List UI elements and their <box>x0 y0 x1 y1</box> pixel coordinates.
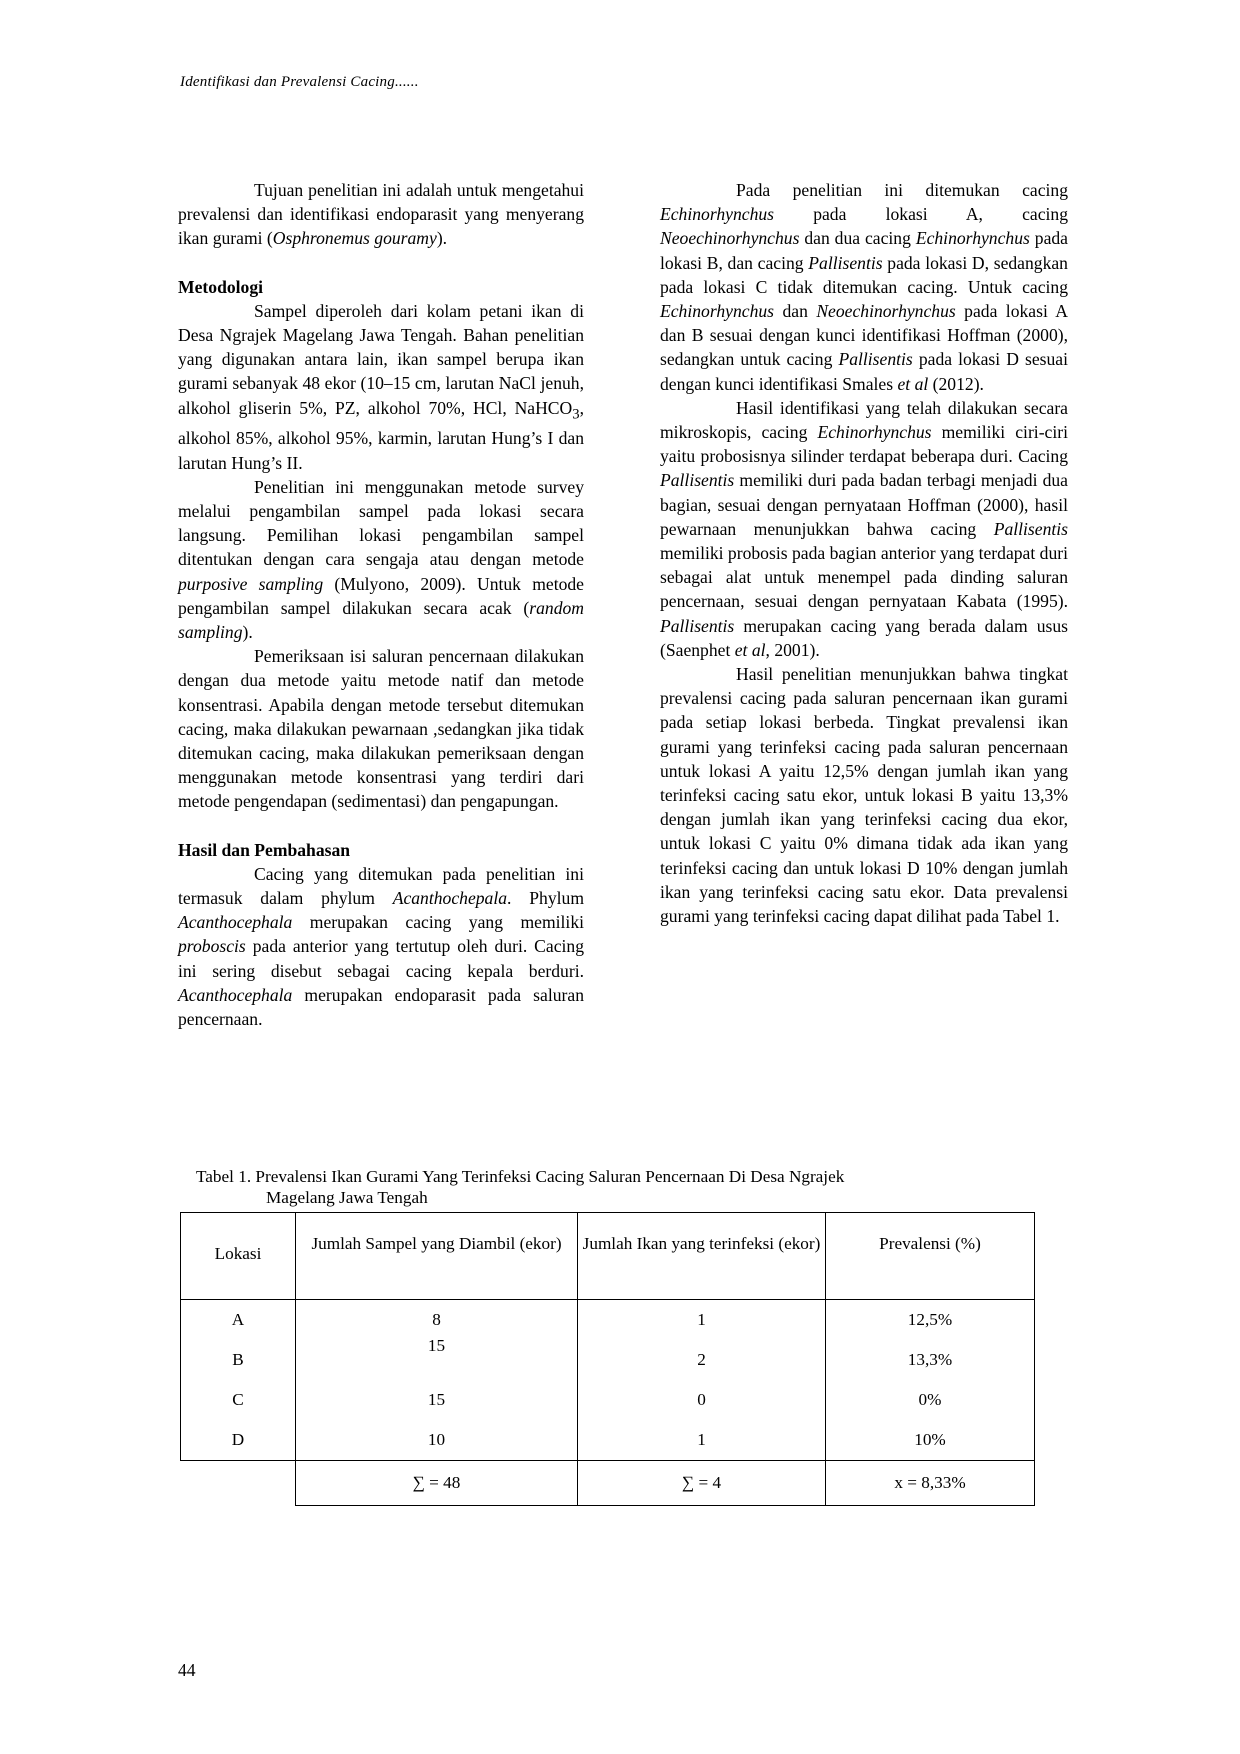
table-cell: B <box>181 1340 296 1380</box>
table-cell: 10% <box>826 1420 1035 1461</box>
table-caption-line-2: Magelang Jawa Tengah <box>266 1188 428 1207</box>
methods-paragraph-2: Penelitian ini menggunakan metode survey melalui pengambilan sampel pada lokasi secara langsung. Pemilihan lokasi pengambilan sampel ditentukan dengan cara sengaja atau dengan metode purposive sampling (Mulyono, 2009). Untuk metode pengambilan sampel dilakukan secara acak (random sampling). <box>178 476 584 642</box>
table-cell: 10 <box>296 1420 578 1461</box>
table-header-cell: Prevalensi (%) <box>826 1213 1035 1300</box>
methods-paragraph-1: Sampel diperoleh dari kolam petani ikan di Desa Ngrajek Magelang Jawa Tengah. Bahan penelitian yang digunakan antara lain, ikan sampel berupa ikan gurami sebanyak 48 ekor (10–15 cm, larutan NaCl jenuh, alkohol gliserin 5%, PZ, alkohol 70%, HCl, NaHCO$_3$, alkohol 85%, alkohol 95%, karmin, larutan Hung’s I dan larutan Hung’s II. <box>178 300 584 473</box>
left-column <box>178 178 584 1031</box>
table-caption-line-1: Tabel 1. Prevalensi Ikan Gurami Yang Terinfeksi Cacing Saluran Pencernaan Di Desa Ngrajek <box>196 1167 845 1186</box>
table-blank-cell <box>181 1461 296 1506</box>
table-cell: 12,5% <box>826 1300 1035 1341</box>
table-cell: 2 <box>578 1340 826 1380</box>
table-row <box>181 1420 1035 1461</box>
table-cell: 0% <box>826 1380 1035 1420</box>
results-paragraph-1: Cacing yang ditemukan pada penelitian ini termasuk dalam phylum Acanthochepala. Phylum Acanthocephala merupakan cacing yang memiliki proboscis pada anterior yang tertutup oleh duri. Cacing ini sering disebut sebagai cacing kepala berduri. Acanthocephala merupakan endoparasit pada saluran pencernaan. <box>178 863 584 1030</box>
table-row <box>181 1340 1035 1380</box>
table-cell: 8 <box>296 1300 578 1341</box>
metodologi-heading: Metodologi <box>178 276 264 297</box>
table-total-cell: ∑ = 4 <box>578 1461 826 1506</box>
running-header: Identifikasi dan Prevalensi Cacing...... <box>180 74 419 90</box>
right-column <box>660 178 1068 928</box>
page-number: 44 <box>178 1660 196 1680</box>
table-cell: 0 <box>578 1380 826 1420</box>
table-header-cell: Jumlah Sampel yang Diambil (ekor) <box>296 1213 578 1300</box>
results-paragraph-4: Hasil penelitian menunjukkan bahwa tingkat prevalensi cacing pada saluran pencernaan ikan gurami pada setiap lokasi berbeda. Tingkat prevalensi ikan gurami yang terinfeksi cacing pada saluran pencernaan untuk lokasi A yaitu 12,5% dengan jumlah ikan yang terinfeksi cacing satu ekor, untuk lokasi B yaitu 13,3% dengan jumlah ikan yang terinfeksi cacing dua ekor, untuk lokasi C yaitu 0% dimana tidak ada ikan yang terinfeksi cacing dan untuk lokasi D 10% dengan jumlah ikan yang terinfeksi cacing satu ekor. Data prevalensi gurami yang terinfeksi cacing dapat dilihat pada Tabel 1. <box>660 664 1068 927</box>
table-total-cell: ∑ = 48 <box>296 1461 578 1506</box>
table-header-cell: Jumlah Ikan yang terinfeksi (ekor) <box>578 1213 826 1300</box>
hasil-heading: Hasil dan Pembahasan <box>178 839 351 860</box>
prevalence-table <box>180 1212 1035 1506</box>
table-header-cell: Lokasi <box>181 1213 296 1300</box>
table-cell: 15 <box>296 1340 578 1380</box>
table-total-cell: x = 8,33% <box>826 1461 1035 1506</box>
species-name: Osphronemus gouramy <box>272 228 437 249</box>
table-cell: A <box>181 1300 296 1341</box>
table-total-row <box>181 1461 1035 1506</box>
table-cell: 13,3% <box>826 1340 1035 1380</box>
results-paragraph-2: Pada penelitian ini ditemukan cacing Echinorhynchus pada lokasi A, cacing Neoechinorhynchus dan dua cacing Echinorhynchus pada lokasi B, dan cacing Pallisentis pada lokasi D, sedangkan pada lokasi C tidak ditemukan cacing. Untuk cacing Echinorhynchus dan Neoechinorhynchus pada lokasi A dan B sesuai dengan kunci identifikasi Hoffman (2000), sedangkan untuk cacing Pallisentis pada lokasi D sesuai dengan kunci identifikasi Smales et al (2012). <box>660 180 1069 394</box>
table-header-row <box>181 1213 1035 1300</box>
table-cell: D <box>181 1420 296 1461</box>
intro-paragraph: Tujuan penelitian ini adalah untuk mengetahui prevalensi dan identifikasi endoparasit yang menyerang ikan gurami (Osphronemus gouramy). <box>178 180 584 249</box>
table-caption <box>196 1166 1056 1208</box>
table-cell: 1 <box>578 1300 826 1341</box>
methods-paragraph-3: Pemeriksaan isi saluran pencernaan dilakukan dengan dua metode yaitu metode natif dan metode konsentrasi. Apabila dengan metode tersebut ditemukan cacing, maka dilakukan pewarnaan ,sedangkan jika tidak ditemukan cacing, maka dilakukan pemeriksaan dengan menggunakan metode konsentrasi yang terdiri dari metode pengendapan (sedimentasi) dan pengapungan. <box>178 646 584 812</box>
table-cell: 15 <box>296 1380 578 1420</box>
results-paragraph-3: Hasil identifikasi yang telah dilakukan secara mikroskopis, cacing Echinorhynchus memiliki ciri-ciri yaitu probosisnya silinder terdapat beberapa duri. Cacing Pallisentis memiliki duri pada badan terbagi menjadi dua bagian, sesuai dengan pernyataan Hoffman (2000), hasil pewarnaan menunjukkan bahwa cacing Pallisentis memiliki probosis pada bagian anterior yang terdapat duri sebagai alat untuk menempel pada dinding saluran pencernaan, sesuai dengan pernyataan Kabata (1995). Pallisentis merupakan cacing yang berada dalam usus (Saenphet et al, 2001). <box>660 397 1068 660</box>
table-cell: 1 <box>578 1420 826 1461</box>
table-row <box>181 1380 1035 1420</box>
table-row <box>181 1300 1035 1341</box>
table-cell: C <box>181 1380 296 1420</box>
